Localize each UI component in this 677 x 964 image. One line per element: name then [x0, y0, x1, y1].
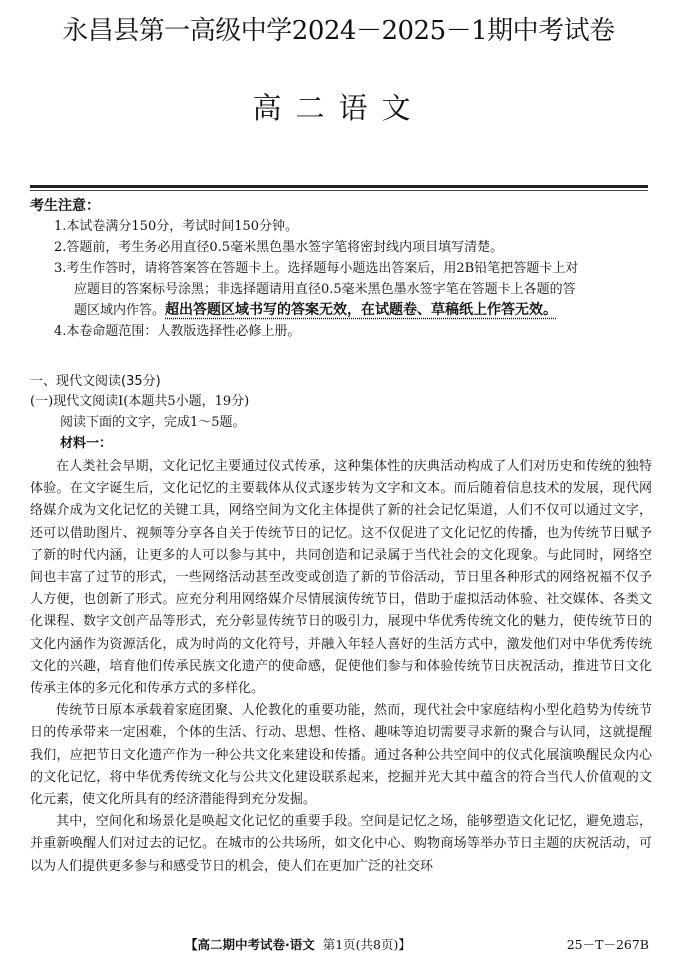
reading-instruction: 阅读下面的文字，完成1～5题。	[60, 415, 246, 430]
material-body	[30, 456, 652, 878]
notice-heading: 考生注意：	[30, 198, 100, 214]
exam-title: 永昌县第一高级中学2024－2025－1期中考试卷	[62, 16, 615, 46]
notice-item: 4.本卷命题范围：人教版选择性必修上册。	[54, 324, 301, 339]
subject-title: 高二语文	[252, 91, 425, 125]
notice-item-continuation	[54, 300, 654, 321]
divider-thick	[30, 185, 648, 188]
notice-list	[54, 216, 654, 342]
subsection-heading: (一)现代文阅读Ⅰ(本题共5小题，19分)	[30, 394, 250, 409]
divider-thin	[30, 190, 648, 191]
notice-emphasis: 超出答题区域书写的答案无效，在试题卷、草稿纸上作答无效。	[165, 302, 558, 318]
page-footer	[0, 934, 677, 956]
footer-exam-info	[185, 934, 411, 956]
notice-item-continuation-text: 题区域内作答。	[74, 303, 166, 318]
footer-exam-name: 【高二期中考试卷·语文	[185, 937, 315, 952]
paragraph: 其中，空间化和场景化是唤起文化记忆的重要手段。空间是记忆之场，能够塑造文化记忆，避免遗忘，并重新唤醒人们对过去的记忆。在城市的公共场所，如文化中心、购物商场等举办节日主题的庆祝活动，可以为人们提供更多参与和感受节日的机会，使人们在更加广泛的社交环	[30, 814, 652, 874]
paragraph: 传统节日原本承载着家庭团聚、人伦教化的重要功能，然而，现代社会中家庭结构小型化趋势为传统节日的传承带来一定困难，个体的生活、行动、思想、性格、趣味等迫切需要寻求新的聚合与认同，这就提醒我们，应把节日文化遗产作为一种公共文化来建设和传播。通过各种公共空间中的仪式化展演唤醒民众内心的文化记忆，将中华优秀传统文化与公共文化建设联系起来，挖掘并光大其中蕴含的符合当代人价值观的文化元素，使文化所具有的经济潜能得到充分发掘。	[30, 703, 652, 808]
notice-item-continuation: 应题目的答案标号涂黑；非选择题请用直径0.5毫米黑色墨水签字笔在答题卡上各题的答	[74, 282, 576, 297]
paragraph: 在人类社会早期，文化记忆主要通过仪式传承，这种集体性的庆典活动构成了人们对历史和传统的独特体验。在文字诞生后，文化记忆的主要载体从仪式逐步转为文字和文本。而后随着信息技术的发展，现代网络媒介成为文化记忆的关键工具，网络空间为文化主体提供了新的社会记忆渠道，人们不仅可以通过文字，还可以借助图片、视频等分享各自关于传统节日的记忆。这不仅促进了文化记忆的传播，也为传统节日赋予了新的时代内涵，让更多的人可以参与其中，共同创造和记录属于当代社会的文化现象。与此同时，网络空间也丰富了过节的形式，一些网络活动甚至改变或创造了新的节俗活动，节日里各种形式的网络祝福不仅予人方便，也创新了形式。应充分利用网络媒介尽情展演传统节日，借助于虚拟活动体验、社交媒体、各类文化课程、数字文创产品等形式，充分彰显传统节日的吸引力，展现中华优秀传统文化的魅力，使传统节日的文化内涵作为资源活化，成为时尚的文化符号，并融入年轻人喜好的生活方式中，激发他们对中华优秀传统文化的兴趣，培育他们传承民族文化遗产的使命感，促使他们参与和体验传统节日庆祝活动，推进节日文化传承主体的多元化和传承方式的多样化。	[30, 459, 652, 697]
notice-item: 3.考生作答时，请将答案答在答题卡上。选择题每小题选出答案后，用2B铅笔把答题卡上对	[54, 261, 579, 276]
material-label: 材料一：	[60, 436, 113, 451]
notice-item: 1.本试卷满分150分，考试时间150分钟。	[54, 219, 299, 234]
footer-code: 25－T－267B	[566, 937, 649, 952]
footer-page-info: 第1页(共8页)】	[322, 937, 411, 952]
notice-item: 2.答题前，考生务必用直径0.5毫米黑色墨水签字笔将密封线内项目填写清楚。	[54, 240, 504, 255]
section-heading: 一、现代文阅读(35分)	[30, 374, 161, 389]
